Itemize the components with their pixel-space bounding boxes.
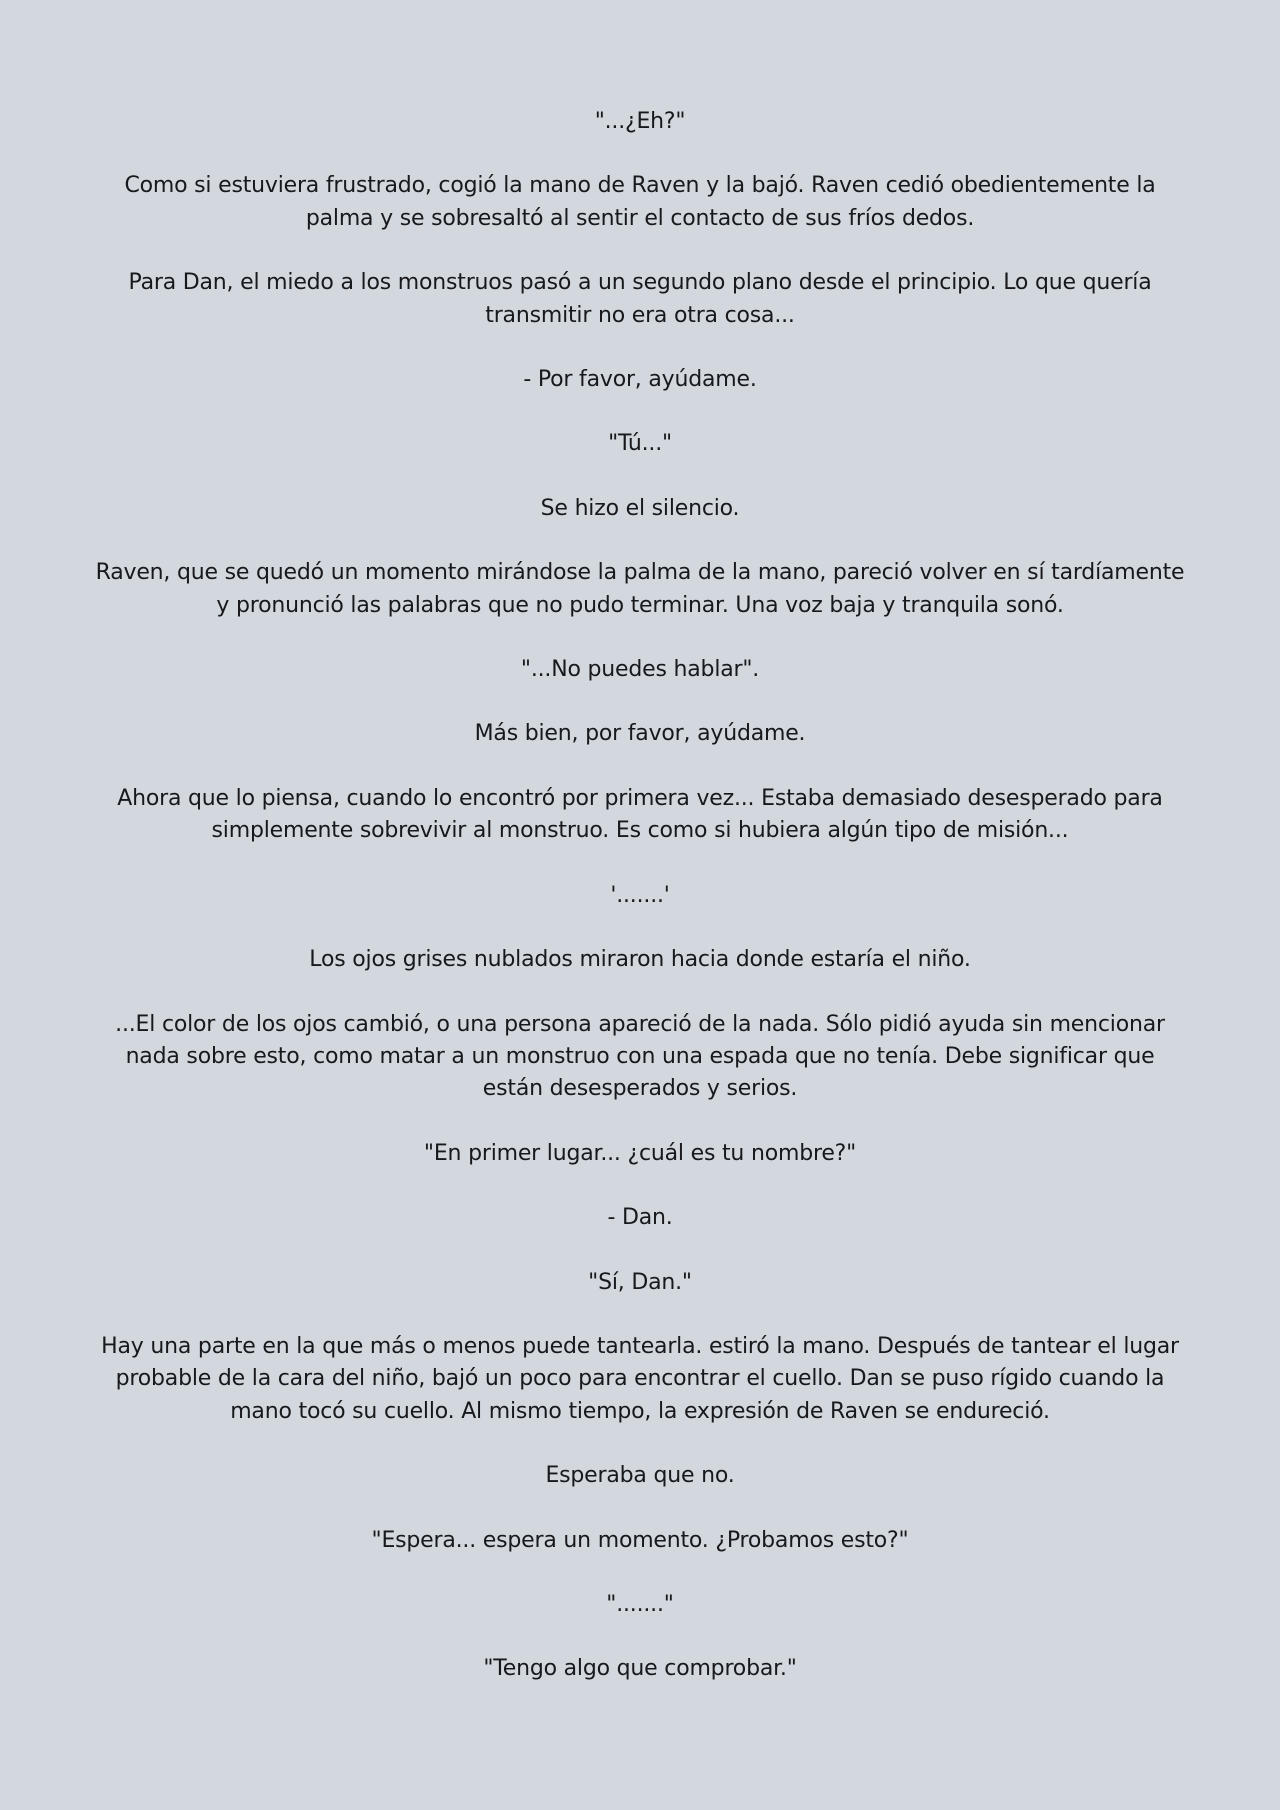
paragraph: Para Dan, el miedo a los monstruos pasó a un segundo plano desde el principio. Lo que quería transmitir no era otra cosa... — [128, 270, 1152, 328]
paragraph: "...No puedes hablar". — [520, 657, 760, 683]
paragraph: "......." — [606, 1591, 674, 1617]
paragraph: Hay una parte en la que más o menos puede tantearla. estiró la mano. Después de tantear el lugar probable de la cara del niño, bajó un poco para encontrar el cuello. Dan se puso rígido cuando la mano tocó su cuello. Al mismo tiempo, la expresión de Raven se endureció. — [101, 1333, 1179, 1424]
paragraph: "Tengo algo que comprobar." — [483, 1656, 797, 1682]
paragraph: "Espera... espera un momento. ¿Probamos esto?" — [371, 1527, 909, 1553]
paragraph: Como si estuviera frustrado, cogió la mano de Raven y la bajó. Raven cedió obedientemente la palma y se sobresaltó al sentir el contacto de sus fríos dedos. — [124, 173, 1156, 231]
paragraph: "Tú..." — [608, 431, 672, 457]
paragraph: "...¿Eh?" — [594, 109, 686, 134]
paragraph: "Sí, Dan." — [588, 1269, 692, 1295]
paragraph: '.......' — [610, 882, 670, 908]
paragraph: Se hizo el silencio. — [540, 495, 740, 521]
paragraph: Esperaba que no. — [545, 1463, 735, 1489]
paragraph: - Dan. — [607, 1205, 673, 1231]
paragraph: Los ojos grises nublados miraron hacia donde estaría el niño. — [309, 947, 971, 973]
paragraph: "En primer lugar... ¿cuál es tu nombre?" — [423, 1140, 857, 1166]
paragraph: ...El color de los ojos cambió, o una persona apareció de la nada. Sólo pidió ayuda sin mencionar nada sobre esto, como matar a un monstruo con una espada que no tenía. Debe significar que están desesperados y serios. — [115, 1011, 1165, 1102]
paragraph: Más bien, por favor, ayúdame. — [474, 721, 806, 747]
paragraph: Ahora que lo piensa, cuando lo encontró por primera vez... Estaba demasiado desesperado para simplemente sobrevivir al monstruo. Es como si hubiera algún tipo de misión... — [117, 785, 1163, 844]
paragraph: - Por favor, ayúdame. — [523, 367, 757, 393]
paragraph: Raven, que se quedó un momento mirándose la palma de la mano, pareció volver en sí tardíamente y pronunció las palabras que no pudo terminar. Una voz baja y tranquila sonó. — [95, 560, 1185, 618]
